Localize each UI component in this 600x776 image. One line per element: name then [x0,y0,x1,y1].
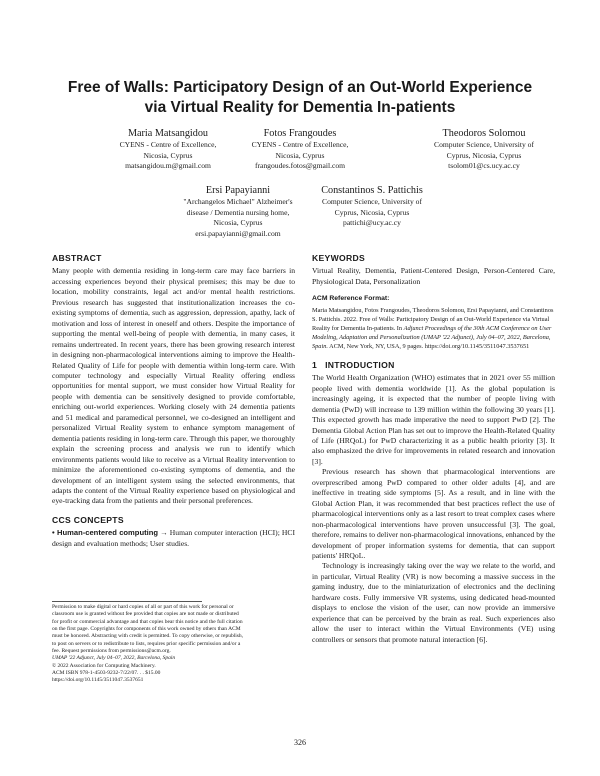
footnote-isbn: ACM ISBN 978-1-4503-9232-7/22/07. . . $15.00 [52,670,161,677]
section-title: INTRODUCTION [325,359,395,370]
footnote-line: for profit or commercial advantage and that copies bear this notice and the full citation [52,618,243,625]
keywords-text: Virtual Reality, Dementia, Patient-Centered Design, Person-Centered Care, Physiological Data, Personalization [312,266,555,286]
author-block [409,127,559,172]
reference-authors: Maria Matsangidou, Fotos Frangoudes, Theodoros Solomou, Ersi Papayianni, and Constantinos S. Pattichis. 2022. Free of Walls: Participatory Design of an Out-World Experience via Virtual Reality for Dementia In-patients. In [312,306,554,332]
author-location: Cyprus, Nicosia, Cyprus [446,150,522,160]
section-number: 1 [312,359,318,370]
intro-paragraph: The World Health Organization (WHO) estimates that in 2021 over 55 million people lived with dementia worldwide [1]. As the global population is increasingly ageing, it is expected that the number of people living with dementia (PwD) will increase to 139 million within the following 30 years [1]. This expected growth has made imperative the need to support PwD [2]. The Dementia Global Action Plan has set out to improve the Health-Related Quality of Life (HRQoL) for PwD characterizing it as a public health priority [3]. It also emphasized the drive for improvements in related research and innovation [3]. [312,373,555,466]
footnote-venue: UMAP '22 Adjunct, July 04–07, 2022, Barcelona, Spain [52,655,176,662]
intro-paragraph: Technology is increasingly taking over the way we relate to the world, and in particular, Virtual Reality (VR) is now becoming a massive success in the gaming industry, due to the miniaturization of electronics and the declining hardware costs. Fully immersive VR systems, using dedicated head-mounted displays to enclose the vision of the user, can now provide an immersive experience that can be perceived by the brain as real. Such experiences also allow the user to interact within the Virtual Environments (VE) using controllers or sensors that promote natural interaction [6]. [312,561,555,644]
footnote-line: to post on servers or to redistribute to lists, requires prior specific permission and/or a [52,640,241,647]
author-block [225,127,375,172]
reference-tail: ACM, New York, NY, USA, 9 pages. https://doi.org/10.1145/3511047.3537651 [327,342,530,350]
title-line-2: via Virtual Reality for Dementia In-patients [144,99,456,116]
footnote-line: Permission to make digital or hard copies of all or part of this work for personal or [52,604,234,610]
right-column [312,253,555,645]
author-affiliation: CYENS - Centre of Excellence, [119,140,217,149]
reference-venue: Adjunct Proceedings of the 30th ACM Conference on User Modeling, Adaptation and Personalization (UMAP '22 Adjunct), July 04–07, 2022, Barcelona, Spain. [312,324,552,350]
author-affiliation: Computer Science, University of [322,197,422,206]
author-email: pattichi@ucy.ac.cy [343,218,401,227]
ccs-text: → Human computer interaction (HCI); HCI design and evaluation methods; User studies. [52,528,295,548]
footnote-line: on the first page. Copyrights for components of this work owned by others than ACM [52,626,241,633]
permission-footnote [52,604,295,685]
author-affiliation: Computer Science, University of [434,140,534,149]
author-block [297,184,447,229]
introduction-heading [312,360,555,370]
author-affiliation: "Archangelos Michael" Alzheimer's [183,197,293,206]
author-block [93,127,243,172]
ccs-bold: • Human-centered computing [52,528,158,538]
author-location: Cyprus, Nicosia, Cyprus [334,207,410,217]
author-email: frangoudes.fotos@gmail.com [254,161,346,170]
intro-paragraph: Previous research has shown that pharmacological interventions are overprescribed among PwD compared to other older adults [4], and are ineffective in treating side symptoms [5]. As a result, and in line with the Global Action Plan, it was recommended that best practices reflect the use of pharmacological interventions only as a last resort to treat complex cases where non-pharmacological interventions have proven unsuccessful [3]. The goal, therefore, remains to deliver non-pharmacological innovations, enhanced by the development of proper information systems for dementia, that can support patients' HRQoL. [312,467,555,560]
author-location: Nicosia, Cyprus [213,218,263,227]
author-location: Nicosia, Cyprus [275,150,325,160]
page-number: 326 [294,738,306,747]
left-column [52,253,295,549]
abstract-heading: ABSTRACT [52,253,102,263]
reference-format-text [312,306,555,351]
paper-title [40,78,560,118]
reference-format-heading: ACM Reference Format: [312,295,390,303]
footnote-copyright: © 2022 Association for Computing Machinery. [52,662,156,669]
author-name: Constantinos S. Pattichis [321,185,423,196]
title-line-1: Free of Walls: Participatory Design of an Out-World Experience [67,79,533,96]
author-block [163,184,313,239]
author-email: tsolom01@cs.ucy.ac.cy [448,161,520,170]
footnote-line: must be honored. Abstracting with credit is permitted. To copy otherwise, or republish, [52,633,244,640]
author-name: Maria Matsangidou [127,128,209,139]
author-name: Theodoros Solomou [442,128,526,139]
ccs-concepts [52,528,295,549]
footnote-line: classroom use is granted without fee provided that copies are not made or distributed [52,611,239,618]
author-name: Ersi Papayianni [205,185,271,196]
author-affiliation: CYENS - Centre of Excellence, [251,140,349,149]
author-location: Nicosia, Cyprus [143,150,193,160]
footnote-divider [52,601,202,602]
author-email: matsangidou.m@gmail.com [125,161,211,170]
keywords-heading: KEYWORDS [312,253,366,263]
footnote-line: fee. Request permissions from permissions@acm.org. [52,648,171,655]
abstract-text: Many people with dementia residing in long-term care may face barriers in accessing experiences beyond their physical premises; this may be due to location, mobility constraints, legal act and/or mental health restrictions. Previous research has suggested that institutionalization increases the co-existing symptoms of dementia, such as aggression, depression, apathy, lack of motivation and loss of interest in oneself and others. Despite the importance of supporting the mental well-being of people with dementia, in many cases, it remains undertreated. In recent years, there has been growing research interest in designing non-pharmacological interventions aiming to improve the Health-Related Quality of Life for people with dementia within long-term care. With computer technology and especially Virtual Reality offering endless opportunities for mental support, we must consider how Virtual Reality for people with dementia can be sensitively designed to provide comfortable, enriching out-world experiences. Working closely with 24 dementia patients and 51 medical and paramedical personnel, we co-designed an intelligent and personalized Virtual Reality system to enhance symptom management of dementia patients residing in long-term care. Through this paper, we thoroughly explain the screening process and analysis we run to identify which environments patients would like to receive as a Virtual Reality intervention to minimize the aforementioned co-existing symptoms of dementia, and the development of an intelligent system using the selected environments, that adapts the content of the Virtual Reality experience based on physiological and eye-tracking data from the patients and their personal preferences. [52,266,295,506]
author-email: ersi.papayianni@gmail.com [195,228,281,238]
ccs-heading: CCS CONCEPTS [52,514,124,525]
author-affiliation: disease / Dementia nursing home, [186,207,290,217]
author-name: Fotos Frangoudes [263,128,337,139]
footnote-doi[interactable]: https://doi.org/10.1145/3511047.3537651 [52,677,144,684]
